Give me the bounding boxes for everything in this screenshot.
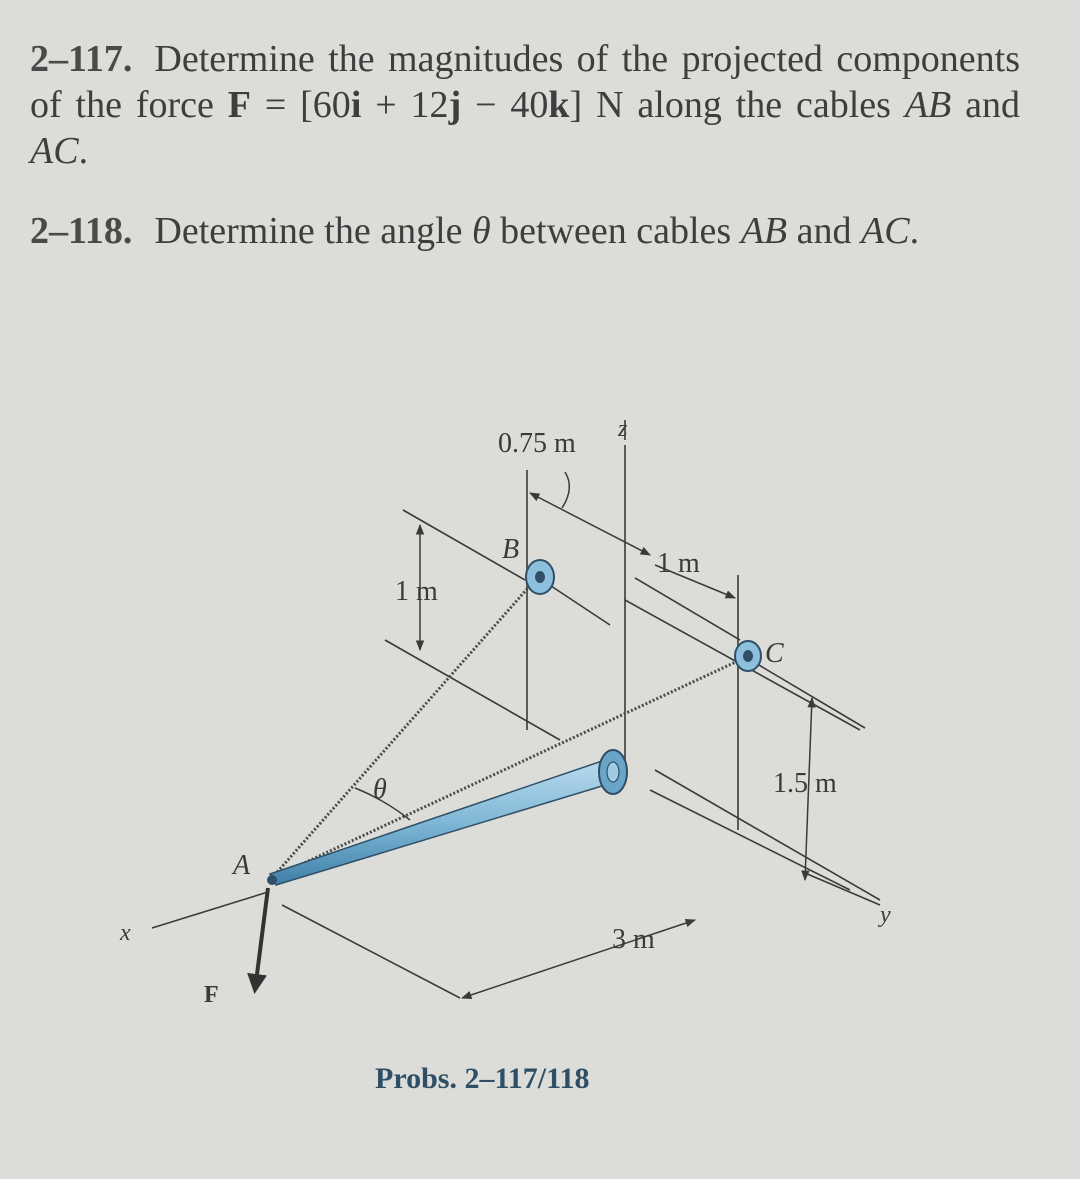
dim-1-5m: 1.5 m — [773, 768, 837, 799]
rod — [267, 750, 627, 885]
cable-label: AB — [740, 210, 788, 252]
force-expression: ] N — [569, 84, 624, 126]
dim-0-75m: 0.75 m — [498, 428, 576, 459]
dimension-lines — [420, 472, 812, 998]
force-label: F — [204, 982, 219, 1008]
problem-text: . — [909, 210, 920, 252]
point-c-label: C — [765, 638, 784, 669]
problem-text: and — [787, 210, 862, 252]
joint-a — [267, 875, 277, 885]
figure-caption: Probs. 2–117/118 — [375, 1062, 590, 1095]
force-expression: − 40 — [461, 84, 549, 126]
problem-number: 2–118. — [30, 210, 133, 252]
unit-vector-i: i — [350, 84, 362, 126]
theta-symbol: θ — [472, 210, 491, 252]
problem-number: 2–117. — [30, 38, 133, 80]
problem-text: and — [951, 84, 1021, 126]
unit-vector-j: j — [448, 84, 462, 126]
force-symbol: F — [227, 84, 251, 126]
axis-x-label: x — [120, 920, 131, 946]
cable-label: AB — [904, 84, 952, 126]
cable-label: AC — [861, 210, 910, 252]
problem-text: . — [78, 130, 89, 172]
axis-lines — [152, 420, 880, 928]
cable-label: AC — [30, 130, 79, 172]
problem-text: along the cables — [623, 84, 891, 126]
cable-ac — [272, 660, 740, 878]
problem-text: Determine the magnitudes of the projected components of the force — [30, 38, 1020, 126]
dim-3m: 3 m — [612, 924, 655, 955]
axis-z-label: z — [618, 416, 628, 442]
dim-1m-right: 1 m — [657, 548, 700, 579]
axis-y-label: y — [880, 902, 891, 928]
force-arrow — [255, 888, 268, 990]
point-a-label: A — [233, 850, 251, 881]
problem-text: between cables — [490, 210, 732, 252]
force-expression: = [60 — [250, 84, 351, 126]
anchor-b — [526, 560, 554, 594]
point-b-label: B — [502, 534, 520, 565]
dim-1m-left: 1 m — [395, 576, 438, 607]
force-expression: + 12 — [361, 84, 449, 126]
wall-frame-lines — [282, 445, 880, 998]
anchor-c — [735, 641, 761, 671]
unit-vector-k: k — [548, 84, 570, 126]
theta-label: θ — [373, 774, 387, 805]
problem-text: Determine the angle — [154, 210, 463, 252]
